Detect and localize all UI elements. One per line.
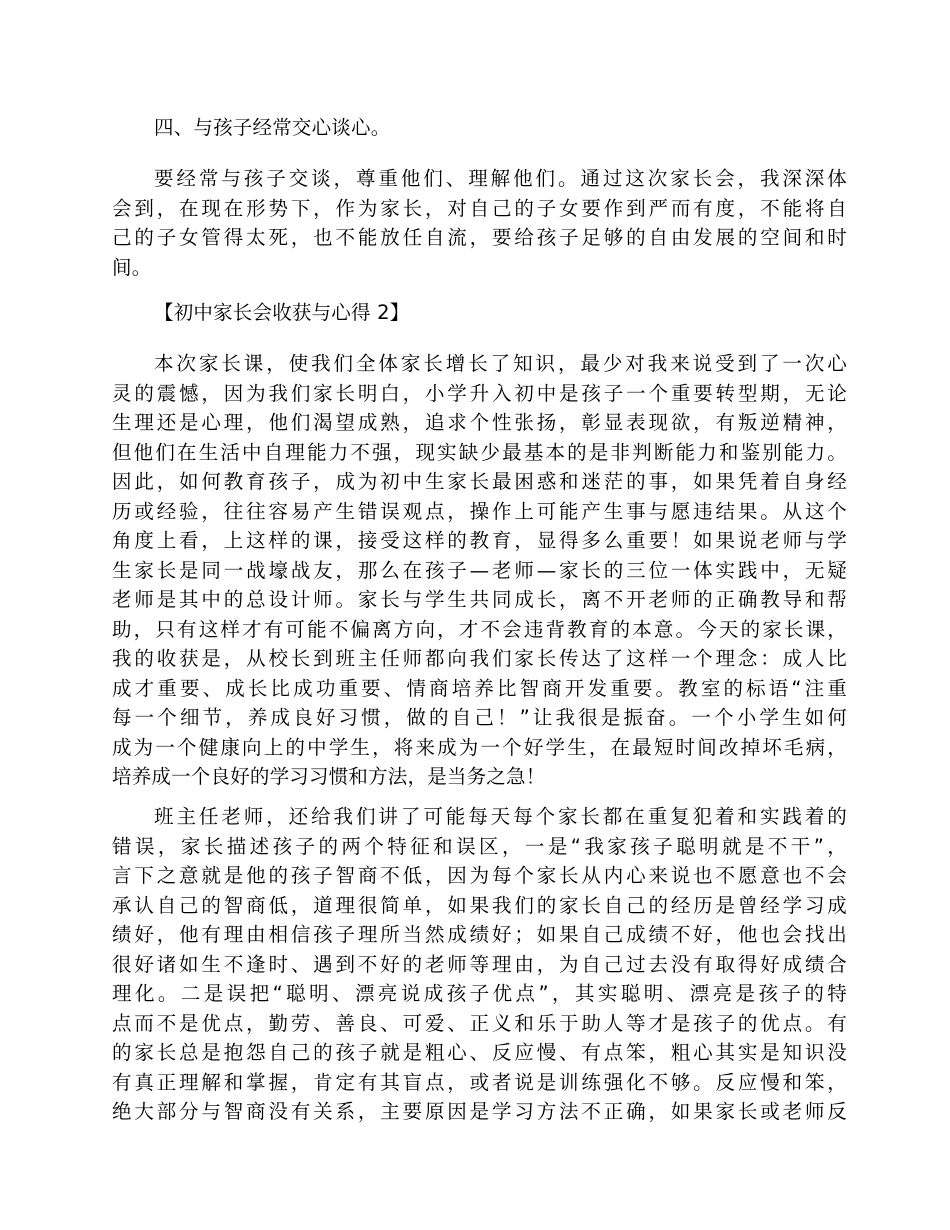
paragraph-3 xyxy=(112,802,847,1127)
paragraph-line: 生家长是同一战壕战友，那么在孩子—老师—家长的三位一体实践中，无疑 xyxy=(112,558,847,582)
paragraph-line: 角度上看，上这样的课，接受这样的教育，显得多么重要！如果说老师与学 xyxy=(112,529,847,552)
paragraph-line: 理化。二是误把“聪明、漂亮说成孩子优点”，其实聪明、漂亮是孩子的特 xyxy=(112,982,847,1005)
paragraph-line: 但他们在生活中自理能力不强，现实缺少最基本的是非判断能力和鉴别能力。 xyxy=(112,440,847,464)
paragraph-line: 成为一个健康向上的中学生，将来成为一个好学生，在最短时间改掉坏毛病， xyxy=(112,735,847,759)
paragraph-line: 成才重要、成长比成功重要、情商培养比智商开发重要。教室的标语“注重 xyxy=(112,676,847,700)
heading-text: 四、与孩子经常交心谈心。 xyxy=(154,116,391,139)
paragraph-line: 助，只有这样才有可能不偏离方向，才不会违背教育的本意。今天的家长课， xyxy=(112,617,847,641)
section-title xyxy=(112,298,847,328)
paragraph-line: 本次家长课，使我们全体家长增长了知识，最少对我来说受到了一次心 xyxy=(154,352,847,375)
paragraph-line: 间。 xyxy=(112,255,152,279)
paragraph-line: 的家长总是抱怨自己的孩子就是粗心、反应慢、有点笨，粗心其实是知识没 xyxy=(112,1041,847,1064)
section-title-text: 【初中家长会收获与心得 2】 xyxy=(154,301,410,324)
paragraph-line: 言下之意就是他的孩子智商不低，因为每个家长从内心来说也不愿意也不会 xyxy=(112,864,847,887)
paragraph-line: 每一个细节，养成良好习惯，做的自己！”让我很是振奋。一个小学生如何 xyxy=(112,706,847,729)
paragraph-line: 绩好，他有理由相信孩子理所当然成绩好；如果自己成绩不好，他也会找出 xyxy=(112,923,847,946)
paragraph-line: 很好诸如生不逢时、遇到不好的老师等理由，为自己过去没有取得好成绩合 xyxy=(112,952,847,976)
paragraph-line: 要经常与孩子交谈，尊重他们、理解他们。通过这次家长会，我深深体 xyxy=(154,167,847,190)
paragraph-line: 点而不是优点，勤劳、善良、可爱、正义和乐于助人等才是孩子的优点。有 xyxy=(112,1011,847,1035)
paragraph-1 xyxy=(112,164,847,282)
paragraph-line: 历或经验，往往容易产生错误观点，操作上可能产生事与愿违结果。从这个 xyxy=(112,499,847,523)
paragraph-line: 我的收获是，从校长到班主任师都向我们家长传达了这样一个理念：成人比 xyxy=(112,647,847,670)
paragraph-line: 己的子女管得太死，也不能放任自流，要给孩子足够的自由发展的空间和时 xyxy=(112,226,847,249)
paragraph-line: 绝大部分与智商没有关系，主要原因是学习方法不正确，如果家长或老师反 xyxy=(112,1100,847,1123)
paragraph-line: 培养成一个良好的学习习惯和方法，是当务之急！ xyxy=(112,765,546,788)
paragraph-line: 会到，在现在形势下，作为家长，对自己的子女要作到严而有度，不能将自 xyxy=(112,196,847,220)
paragraph-line: 有真正理解和掌握，肯定有其盲点，或者说是训练强化不够。反应慢和笨， xyxy=(112,1070,847,1094)
paragraph-2 xyxy=(112,349,847,792)
paragraph-line: 生理还是心理，他们渴望成熟，追求个性张扬，彰显表现欲，有叛逆精神， xyxy=(112,411,847,434)
paragraph-line: 灵的震憾，因为我们家长明白，小学升入初中是孩子一个重要转型期，无论 xyxy=(112,381,847,405)
paragraph-line: 错误，家长描述孩子的两个特征和误区，一是“我家孩子聪明就是不干”， xyxy=(112,834,847,858)
paragraph-line: 老师是其中的总设计师。家长与学生共同成长，离不开老师的正确教导和帮 xyxy=(112,588,847,611)
paragraph-line: 承认自己的智商低，道理很简单，如果我们的家长自己的经历是曾经学习成 xyxy=(112,893,847,917)
section-heading-four xyxy=(112,113,847,143)
paragraph-line: 班主任老师，还给我们讲了可能每天每个家长都在重复犯着和实践着的 xyxy=(154,805,847,828)
paragraph-line: 因此，如何教育孩子，成为初中生家长最困惑和迷茫的事，如果凭着自身经 xyxy=(112,470,847,493)
